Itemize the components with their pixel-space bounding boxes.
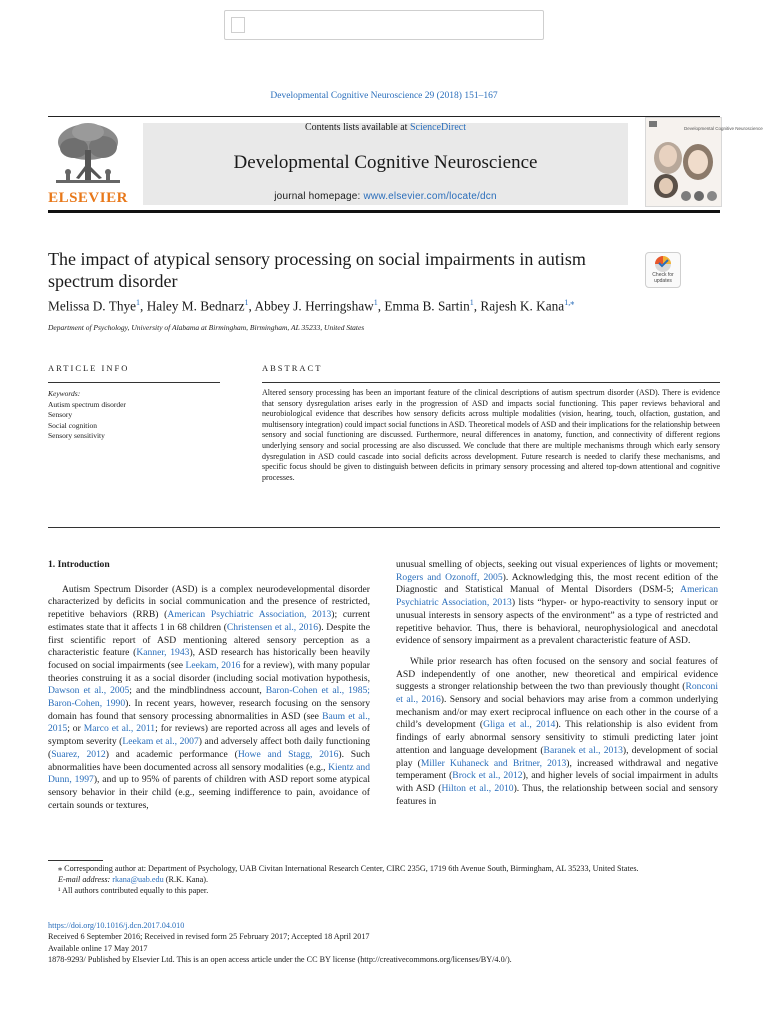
body-text: ). Acknowledging this, the most recent edition of the Diagnostic and Statistical Manual of Mental Disorders (DSM-5; — [396, 571, 718, 596]
intro-paragraph-1 — [48, 584, 370, 813]
section-separator — [48, 527, 720, 528]
crossmark-icon — [646, 253, 680, 273]
body-text: ), increased withdrawal and negative temperament ( — [396, 757, 718, 782]
section-heading: 1. Introduction — [48, 559, 110, 570]
author-mark[interactable]: 1 — [469, 298, 474, 307]
journal-cover-image[interactable] — [645, 117, 763, 207]
body-text: Autism Spectrum Disorder (ASD) is a complex neurodevelopmental disorder characterized by deficits in social communication and the presence of restricted, repetitive behaviors (RRB) ( — [48, 583, 370, 621]
body-text: ) lists “hyper- or hypo-reactivity to sensory input or unusual interests in sensory aspects of the environment” as a type of restricted and repetitive behavior. Thus, there is behavioral, neurophysiological and anecdotal evidence of sensory impairment as a prevalent characteristic feature of ASD. — [396, 597, 719, 647]
journal-homepage-line — [143, 191, 628, 202]
journal-cover-icon — [646, 118, 763, 206]
abstract-text: Altered sensory processing has been an important feature of the clinical descriptions of autism spectrum disorder (ASD). There is evidence that sensory dysregulation arises early in the progression of ASD and impacts social functioning. This paper reviews behavioral and neurobiological evidence that describes how sensory deficits across multiple modalities (vision, hearing, touch, olfaction, gustation, and multisensory integration) could impact social functions in ASD. Theoretical models of ASD and their implications for the relationship between sensory and social functioning are discussed. Furthermore, neural differences in anatomy, function, and connectivity of different regions underlying sensory and social processing are also discussed. We conclude that there are multiple mechanisms through which early sensory dysregulation in ASD could cascade into social deficits across development. Future research is needed to clarify these mechanisms, and specific focus should be given to distinguish between deficits in primary sensory processing and altered top-down attentional and cognitive processes. — [262, 388, 720, 482]
keyword: Sensory — [48, 410, 73, 419]
homepage-link[interactable]: www.elsevier.com/locate/dcn — [363, 191, 497, 202]
email-suffix: (R.K. Kana). — [163, 875, 209, 884]
placeholder-icon — [231, 17, 245, 33]
footnote-rule — [48, 860, 103, 861]
author-mark[interactable]: 1 — [244, 298, 249, 307]
body-text: ). Sensory and social behaviors may arise from a common underlying mechanism and/or may exert reciprocal influence on each other in the course of a child’s development ( — [396, 694, 718, 731]
header-placeholder-box — [224, 10, 544, 40]
body-text: ). In recent years, however, research focusing on the sensory domain has found that sensory processing abnormalities in ASD (see — [48, 698, 370, 722]
doi-link[interactable]: https://doi.org/10.1016/j.dcn.2017.04.010 — [48, 921, 185, 930]
citation-link[interactable]: Christensen et al., 2016 — [226, 621, 319, 633]
body-text: ). Such abnormalities have been documented across all sensory modalities (e.g., — [48, 748, 370, 773]
citation-link[interactable]: Baron-Cohen et al., 1985; Baron-Cohen, 1990 — [48, 685, 370, 710]
body-text: ) and adversely affect both daily functioning ( — [48, 736, 371, 760]
affiliation: Department of Psychology, University of Alabama at Birmingham, Birmingham, AL 35233, United States — [48, 323, 365, 332]
publisher-wordmark: ELSEVIER — [48, 190, 128, 206]
author-name: Rajesh K. Kana — [480, 298, 565, 314]
intro-paragraph-2 — [396, 656, 718, 808]
body-text: ). This relationship is also evident from findings of early abnormal sensory sensitivity to stimuli predicting later joint attention and language development ( — [396, 719, 718, 756]
author-mark[interactable]: 1,⁎ — [564, 298, 575, 307]
author-name: Emma B. Sartin — [384, 298, 470, 314]
body-text: ; or — [67, 723, 84, 735]
author-list: Melissa D. Thye$^1$, Haley M. Bednarz$^1$, Abbey J. Herringshaw$^1$, Emma B. Sartin$^1$, Rajesh K. Kana$^{1,⁎}$ — [48, 298, 575, 314]
citation-link[interactable]: Marco et al., 2011 — [83, 723, 156, 735]
keywords-block — [48, 389, 220, 442]
article-info-rule — [48, 382, 220, 383]
citation-link[interactable]: Miller Kuhaneck and Britner, 2013 — [420, 757, 567, 769]
masthead-top-rule — [48, 116, 720, 117]
body-text: unusual smelling of objects, seeking out visual experiences of lights or movement; — [396, 559, 718, 570]
citation-link[interactable]: Leekam et al., 2007 — [122, 736, 199, 748]
citation-link[interactable]: Rogers and Ozonoff, 2005 — [396, 571, 503, 583]
publication-info — [48, 920, 720, 966]
keyword: Sensory sensitivity — [48, 431, 105, 440]
citation-link[interactable]: American Psychiatric Association, 2013 — [167, 609, 332, 621]
license-line: 1878-9293/ Published by Elsevier Ltd. This is an open access article under the CC BY license (http://creativecommons.org/licenses/BY/4.0/). — [48, 955, 512, 965]
crossmark-label: Check for updates — [652, 272, 674, 284]
email-label: E-mail address: — [58, 875, 113, 884]
paragraph-gap — [396, 648, 718, 656]
citation-link[interactable]: American Psychiatric Association, 2013 — [396, 584, 718, 609]
citation-link[interactable]: Suarez, 2012 — [51, 748, 106, 760]
elsevier-logo[interactable] — [48, 120, 128, 206]
citation-link[interactable]: Brock et al., 2012 — [452, 770, 523, 782]
received-dates: Received 6 September 2016; Received in revised form 25 February 2017; Accepted 18 April 2017 — [48, 932, 370, 942]
citation-link[interactable]: Kientz and Dunn, 1997 — [48, 761, 370, 786]
article-title: The impact of atypical sensory processing on social impairments in autism spectrum disorder — [48, 249, 586, 291]
email-link[interactable]: rkana@uab.edu — [112, 875, 164, 884]
citation-link[interactable]: Ronconi et al., 2016 — [396, 681, 718, 706]
author-name: Haley M. Bednarz — [146, 298, 245, 314]
body-text: ), and up to 95% of parents of children with ASD report some atypical sensory behavior in their child (e.g., seeming indifference to pain, avoidance of certain sounds or textures, — [48, 774, 370, 811]
contents-line — [143, 122, 628, 133]
keyword: Autism spectrum disorder — [48, 399, 126, 409]
author-name: Melissa D. Thye — [48, 298, 137, 314]
body-text: ). Thus, the relationship between social and sensory features in — [396, 782, 719, 807]
body-column-left — [48, 559, 370, 812]
sciencedirect-link[interactable]: ScienceDirect — [409, 122, 467, 133]
footnotes — [48, 863, 720, 896]
body-text: ). Despite the first scientific report of ASD mentioning altered sensory perception as a characteristic feature ( — [48, 621, 370, 659]
abstract-rule — [262, 382, 720, 383]
article-info-heading: ARTICLE INFO — [48, 363, 130, 373]
body-text: ), ASD research has historically been heavily focused on social impairments (see — [48, 647, 371, 671]
abstract-heading: ABSTRACT — [262, 363, 323, 373]
citation-link[interactable]: Leekam, 2016 — [185, 659, 241, 671]
citation-link[interactable]: Kanner, 1943 — [136, 647, 190, 659]
intro-paragraph-1-continued — [396, 559, 718, 648]
citation-link[interactable]: Howe and Stagg, 2016 — [237, 748, 339, 760]
body-text: ), development of social play ( — [396, 744, 718, 769]
author-mark[interactable]: 1 — [373, 298, 378, 307]
body-text: ); current estimates state that it affects 1 in 68 children ( — [48, 609, 370, 633]
elsevier-tree-logo-icon — [48, 120, 128, 190]
corresponding-author-note: ⁎ Corresponding author at: Department of Psychology, UAB Civitan International Research Center, CIRC 235G, 1719 6th Avenue South, Birmingham, AL 35233, United States. — [58, 864, 639, 873]
author-name: Abbey J. Herringshaw — [254, 298, 374, 314]
body-text: ) and academic performance ( — [105, 748, 238, 760]
citation-link[interactable]: Dawson et al., 2005 — [48, 685, 130, 697]
body-text: for a review), with many popular theories construing it as a social disorder (including social motivation hypothesis, — [48, 659, 370, 684]
keywords-label: Keywords: — [48, 389, 81, 398]
author-mark[interactable]: 1 — [136, 298, 141, 307]
masthead-bottom-rule — [48, 210, 720, 213]
equal-contribution-note: ¹ All authors contributed equally to this paper. — [58, 886, 209, 895]
body-text: While prior research has often focused on the sensory and social features of ASD independently of one another, new theoretical and empirical evidence suggests a stronger relationship between the two than previously thought ( — [396, 655, 718, 693]
citation-link[interactable]: Baranek et al., 2013 — [543, 744, 623, 756]
journal-title: Developmental Cognitive Neuroscience — [233, 152, 538, 173]
crossmark-button[interactable] — [645, 252, 681, 288]
email-note — [48, 874, 720, 885]
homepage-prefix: journal homepage: — [274, 191, 364, 202]
citation-link[interactable]: Baum et al., 2015 — [48, 710, 370, 735]
body-column-right — [396, 559, 718, 808]
body-text: ; for reviews) are reported across all ages and levels of symptom severity ( — [48, 723, 370, 748]
body-text: ; and the mindblindness account, — [129, 685, 266, 697]
keyword: Social cognition — [48, 420, 97, 430]
contents-prefix: Contents lists available at — [304, 122, 410, 133]
cover-title-text: Developmental Cognitive Neuroscience — [684, 126, 763, 131]
citation-link[interactable]: Hilton et al., 2010 — [441, 782, 514, 794]
online-date: Available online 17 May 2017 — [48, 943, 148, 953]
journal-citation-link[interactable]: Developmental Cognitive Neuroscience 29 (2018) 151–167 — [270, 91, 498, 101]
citation-link[interactable]: Gliga et al., 2014 — [483, 719, 556, 731]
body-text: ), and higher levels of social impairment in adults with ASD ( — [396, 770, 718, 794]
